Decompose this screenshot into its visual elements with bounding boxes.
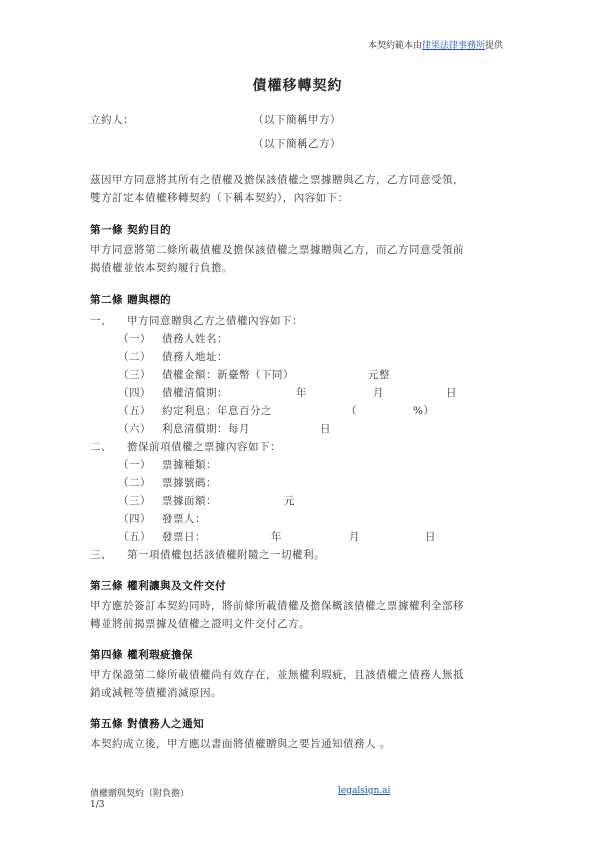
issue-year-unit: 年: [271, 531, 282, 543]
repayment-date-label: 債權清償期：: [162, 387, 228, 399]
debtor-address-label: 債務人地址：: [162, 351, 228, 363]
interest-rate-label: 約定利息：年息百分之: [162, 405, 272, 417]
sub-item-number: （三）: [118, 369, 151, 381]
repayment-month-unit: 月: [373, 387, 384, 399]
sub-item-number: （一）: [118, 459, 151, 471]
header-pre: 本契約範本由: [367, 41, 422, 51]
note-face-value-unit: 元: [284, 495, 295, 507]
item-number: 一、: [90, 315, 112, 327]
article-1-line-1: 甲方同意將第二條所載債權及擔保該債權之票據贈與乙方，而乙方同意受領前: [90, 244, 464, 256]
interest-due-label: 利息清償期：每月: [162, 423, 250, 435]
document-title: 債權移轉契約: [252, 78, 343, 94]
debtor-name-label: 債務人姓名：: [162, 333, 228, 345]
article-4-heading: 第四條 權利瑕疵擔保: [90, 649, 194, 661]
claim-amount-label: 債權金額：新臺幣（下同）: [162, 369, 294, 381]
footer-site-link[interactable]: [338, 786, 390, 796]
item-text: 擔保前項債權之票據內容如下：: [127, 441, 281, 453]
sub-item-number: （六）: [118, 423, 151, 435]
page-number: 1/3: [90, 800, 105, 810]
header-provider-note: [368, 38, 503, 51]
legalsign-link[interactable]: legalsign.ai: [338, 786, 391, 796]
intro-line-1: 茲因甲方同意將其所有之債權及擔保該債權之票據贈與乙方，乙方同意受領，: [90, 174, 464, 186]
sub-item-number: （四）: [118, 387, 151, 399]
parties-label: 立約人：: [90, 114, 134, 126]
note-number-label: 票據號碼：: [162, 477, 217, 489]
party-b-note: （以下簡稱乙方）: [253, 138, 341, 150]
article-5-line-1: 本契約成立後，甲方應以書面將債權贈與之要旨通知債務人 。: [90, 738, 391, 750]
sub-item-number: （一）: [118, 333, 151, 345]
header-post: 提供: [484, 41, 503, 51]
article-5-heading: 第五條 對債務人之通知: [90, 718, 205, 730]
sub-item-number: （五）: [118, 531, 151, 543]
article-3-heading: 第三條 權利讓與及文件交付: [90, 580, 227, 592]
item-number: 三、: [90, 549, 112, 561]
item-number: 二、: [90, 441, 112, 453]
party-a-note: （以下簡稱甲方）: [253, 114, 341, 126]
interest-percent-unit: %）: [413, 405, 435, 417]
issue-date-label: 發票日：: [162, 531, 206, 543]
repayment-day-unit: 日: [446, 387, 457, 399]
intro-line-2: 雙方訂定本債權移轉契約（下稱本契約），內容如下：: [90, 192, 349, 204]
item-text: 第一項債權包括該債權附隨之一切權利。: [127, 549, 325, 561]
sub-item-number: （二）: [118, 351, 151, 363]
note-type-label: 票據種類：: [162, 459, 217, 471]
sub-item-number: （二）: [118, 477, 151, 489]
law-firm-link[interactable]: 律果法律事務所: [421, 41, 485, 51]
sub-item-number: （三）: [118, 495, 151, 507]
sub-item-number: （五）: [118, 405, 151, 417]
article-4-line-2: 銷或減輕等債權消滅原因。: [90, 687, 222, 699]
footer-document-name: 債權贈與契約（附負擔）: [90, 789, 190, 799]
article-2-heading: 第二條 贈與標的: [90, 294, 172, 306]
article-1-line-2: 揭債權並依本契約履行負擔。: [90, 262, 233, 274]
note-face-value-label: 票據面額：: [162, 495, 217, 507]
issue-month-unit: 月: [349, 531, 360, 543]
drawer-label: 發票人：: [162, 513, 206, 525]
article-4-line-1: 甲方保證第二條所載債權尚有效存在，並無權利瑕疵，且該債權之債務人無抵: [90, 669, 464, 681]
article-3-line-1: 甲方應於簽訂本契約同時，將前條所載債權及擔保概該債權之票據權利全部移: [90, 600, 464, 612]
claim-amount-unit: 元整: [368, 369, 390, 381]
sub-item-number: （四）: [118, 513, 151, 525]
interest-due-day-unit: 日: [320, 423, 331, 435]
issue-day-unit: 日: [425, 531, 436, 543]
article-3-line-2: 轉並將前揭票據及債權之證明文件交付乙方。: [90, 618, 310, 630]
item-text: 甲方同意贈與乙方之債權內容如下：: [127, 315, 303, 327]
interest-paren-open: （: [346, 405, 357, 417]
repayment-year-unit: 年: [296, 387, 307, 399]
article-1-heading: 第一條 契約目的: [90, 224, 172, 236]
